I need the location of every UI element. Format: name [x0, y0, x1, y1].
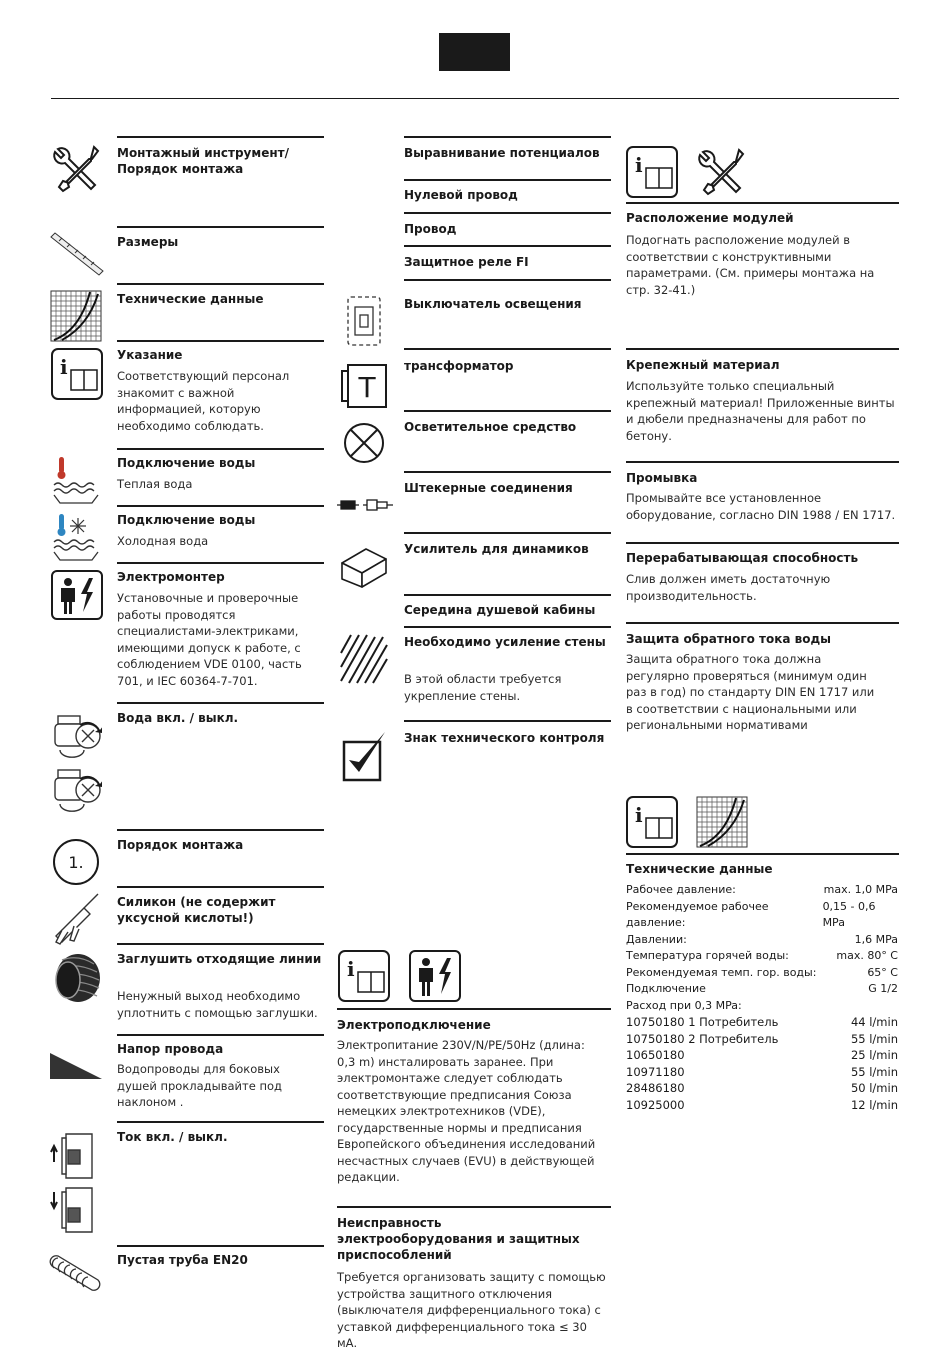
spec-row [626, 1097, 898, 1114]
silicone-gun-icon [48, 892, 104, 950]
electrician-text: Установочные и проверочные работы проводятся специалистами-электриками, имеющими допуск к работе, с соблюдением VDE 0100, часть 701, и IEC 60364-7-701. [117, 591, 302, 688]
techdata-heading: Технические данные [117, 292, 264, 306]
divider [404, 720, 611, 722]
elec-heading: Электроподключение [337, 1018, 491, 1032]
spec-row [626, 1047, 898, 1064]
ruler-icon [49, 229, 104, 285]
spec-label: Расход при 0,3 MPa: [626, 998, 742, 1012]
spec-label: Рекомендуемое рабочее давление: [626, 899, 769, 929]
divider [404, 179, 611, 181]
divider [117, 562, 324, 564]
spec-row [626, 1064, 898, 1081]
chart-grid-icon [696, 796, 748, 852]
divider [404, 245, 611, 247]
cold-water-heading: Подключение воды [117, 513, 256, 527]
divider [404, 626, 611, 628]
cabin-center-heading: Середина душевой кабины [404, 603, 596, 617]
divider [404, 471, 611, 473]
spec-row [626, 1014, 898, 1031]
plug-text: Ненужный выход необходимо уплотнить с помощью заглушки. [117, 989, 318, 1020]
spec-row [626, 948, 898, 965]
spec-label: Рекомендуемая темп. гор. воды: [626, 965, 817, 979]
fastening-heading: Крепежный материал [626, 358, 780, 372]
slope-icon [50, 1053, 102, 1085]
divider [404, 410, 611, 412]
spec-label: Температура горячей воды: [626, 949, 789, 962]
spec-row [626, 899, 898, 932]
page-tab [439, 33, 510, 71]
transformer-icon [340, 353, 388, 413]
wall-text: В этой области требуется укрепление стены. [404, 672, 562, 703]
plug-heading: Заглушить отходящие линии [117, 952, 322, 966]
wrench-screwdriver-icon [695, 146, 747, 202]
transformer-glyph: T [358, 371, 376, 404]
fault-text: Требуется организовать защиту с помощью устройства защитного отключения (выключателя дифференциального тока) с уставкой дифференциального тока ≤ 30 мА. [337, 1270, 606, 1350]
light-switch-heading: Выключатель освещения [404, 297, 582, 311]
modules-text: Подогнать расположение модулей в соответствии с конструктивными параметрами. (См. примеры монтажа на стр. 32-41.) [626, 233, 875, 297]
hot-water-icon [50, 455, 102, 509]
info-book-icon [626, 146, 678, 202]
spec-label: 10650180 [626, 1048, 685, 1062]
order-heading: Порядок монтажа [117, 838, 244, 852]
checkmark-icon [341, 730, 389, 786]
svg-text:i: i [635, 153, 643, 177]
box-icon [340, 543, 388, 593]
wire-heading: Провод [404, 222, 457, 236]
spec-value: 55 l/min [850, 1031, 898, 1046]
spec-row [626, 1080, 898, 1097]
divider [117, 340, 324, 342]
slope-text: Водопроводы для боковых душей прокладывайте под наклоном . [117, 1062, 282, 1109]
wall-heading: Необходимо усиление стены [404, 635, 606, 649]
spec-value: 1,6 MPa [854, 932, 898, 946]
spec-value: max. 80° C [836, 949, 898, 962]
divider [117, 136, 324, 138]
note-text: Соответствующий персонал знакомит с важной информацией, которую необходимо соблюдать. [117, 369, 290, 433]
lamp-icon [343, 422, 385, 468]
info-book-icon [51, 348, 103, 404]
order-number-icon [52, 838, 100, 890]
divider [117, 283, 324, 285]
divider [404, 594, 611, 596]
conduit-icon [48, 1254, 104, 1304]
fastening-text: Используйте только специальный крепежный материал! Приложенные винты и дюбели предназначены для работ по бетону. [626, 379, 895, 443]
sizes-heading: Размеры [117, 235, 179, 249]
inspection-heading: Знак технического контроля [404, 731, 605, 745]
electrician-icon [409, 950, 461, 1006]
divider [404, 279, 611, 281]
spec-heading: Технические данные [626, 862, 773, 876]
spec-label: Давлении: [626, 932, 687, 946]
spec-value: 65° C [867, 965, 898, 979]
spec-label: 10750180 1 Потребитель [626, 1015, 779, 1029]
spec-value: 44 l/min [850, 1015, 898, 1029]
cold-water-text: Холодная вода [117, 534, 209, 548]
header-rule [51, 98, 899, 99]
svg-text:i: i [347, 957, 355, 981]
divider [117, 943, 324, 945]
divider [404, 532, 611, 534]
spec-value: 50 l/min [850, 1081, 898, 1095]
note-heading: Указание [117, 348, 183, 362]
rcd-heading: Защитное реле FI [404, 255, 529, 269]
backflow-text: Защита обратного тока должна регулярно проверяться (минимум один раз в год) по стандарту DIN EN 1717 или в соответствии с национальными или региональными нормативами [626, 652, 875, 732]
flush-text: Промывайте все установленное оборудование, согласно DIN 1988 / EN 1717. [626, 491, 896, 522]
info-book-icon [626, 796, 678, 852]
transformer-heading: трансформатор [404, 359, 514, 373]
conduit-heading: Пустая труба EN20 [117, 1253, 248, 1267]
capacity-heading: Перерабатывающая способность [626, 551, 859, 565]
order-number: 1. [68, 853, 84, 872]
hot-water-heading: Подключение воды [117, 456, 256, 470]
spec-value: 55 l/min [850, 1064, 898, 1079]
spec-value: 0,15 - 0,6 MPa [822, 899, 876, 929]
divider [117, 702, 324, 704]
water-onoff-heading: Вода вкл. / выкл. [117, 711, 239, 725]
silicone-heading: Силикон (не содержит уксусной кислоты!) [117, 895, 276, 925]
divider [117, 1245, 324, 1247]
spec-label: Подключение [626, 982, 706, 995]
flush-heading: Промывка [626, 471, 698, 485]
divider [117, 226, 324, 228]
divider [337, 1008, 611, 1010]
spec-row [626, 932, 898, 949]
divider [404, 136, 611, 138]
divider [117, 829, 324, 831]
svg-text:i: i [60, 355, 68, 379]
fault-heading: Неисправность электрооборудования и защитных приспособлений [337, 1216, 580, 1262]
connector-heading: Штекерные соединения [404, 481, 573, 495]
equipotential-heading: Выравнивание потенциалов [404, 146, 600, 160]
spec-row [626, 981, 898, 998]
divider [404, 212, 611, 214]
spec-value: G 1/2 [868, 982, 898, 995]
electrician-heading: Электромонтер [117, 570, 225, 584]
elec-text: Электропитание 230V/N/PE/50Hz (длина: 0,3 m) инсталировать заранее. При электромонтаже следует соблюдать соответствующие предписания Союза немецких электротехников (VDE), государственные нормы и предписания Европейского объединения исследований несчастных случаев (EVU) в действующей редакции. [337, 1038, 596, 1184]
montage-heading: Монтажный инструмент/ Порядок монтажа [117, 146, 289, 176]
divider [117, 448, 324, 450]
plug-cap-icon [48, 950, 104, 1010]
spec-label: 28486180 [626, 1081, 685, 1095]
spec-row [626, 965, 898, 982]
hatch-icon [339, 633, 389, 689]
svg-text:i: i [635, 803, 643, 827]
spec-row [626, 882, 898, 899]
hot-water-text: Теплая вода [117, 477, 193, 491]
divider [626, 622, 899, 624]
light-switch-icon [346, 295, 382, 351]
power-switch-icon [48, 1128, 100, 1246]
divider [117, 886, 324, 888]
electrician-icon [51, 570, 103, 624]
slope-heading: Напор провода [117, 1042, 224, 1056]
divider [117, 1121, 324, 1123]
divider [626, 202, 899, 204]
spec-label: Рабочее давление: [626, 883, 736, 896]
spec-label: 10750180 2 Потребитель [626, 1031, 779, 1046]
spec-row [626, 1031, 898, 1048]
spec-label: 10925000 [626, 1097, 685, 1112]
wrench-screwdriver-icon [50, 143, 102, 199]
info-book-icon [338, 950, 390, 1006]
backflow-heading: Защита обратного тока воды [626, 632, 832, 646]
valve-icon [50, 710, 102, 826]
spec-table [626, 882, 898, 1113]
neutral-heading: Нулевой провод [404, 188, 518, 202]
spec-value: 12 l/min [850, 1097, 898, 1112]
connector-icon [337, 497, 393, 517]
divider [626, 461, 899, 463]
chart-grid-icon [50, 290, 102, 346]
capacity-text: Слив должен иметь достаточную производительность. [626, 572, 831, 603]
spec-label: 10971180 [626, 1064, 685, 1079]
divider [117, 505, 324, 507]
spec-value: max. 1,0 MPa [823, 883, 898, 896]
divider [117, 1034, 324, 1036]
divider [626, 853, 899, 855]
power-onoff-heading: Ток вкл. / выкл. [117, 1130, 228, 1144]
divider [626, 348, 899, 350]
cold-water-icon [50, 512, 102, 566]
modules-heading: Расположение модулей [626, 211, 794, 225]
divider [404, 348, 611, 350]
lamp-heading: Осветительное средство [404, 420, 577, 434]
spec-value: 25 l/min [850, 1048, 898, 1062]
spec-row [626, 998, 898, 1015]
amplifier-heading: Усилитель для динамиков [404, 542, 589, 556]
divider [626, 542, 899, 544]
divider [337, 1206, 611, 1208]
